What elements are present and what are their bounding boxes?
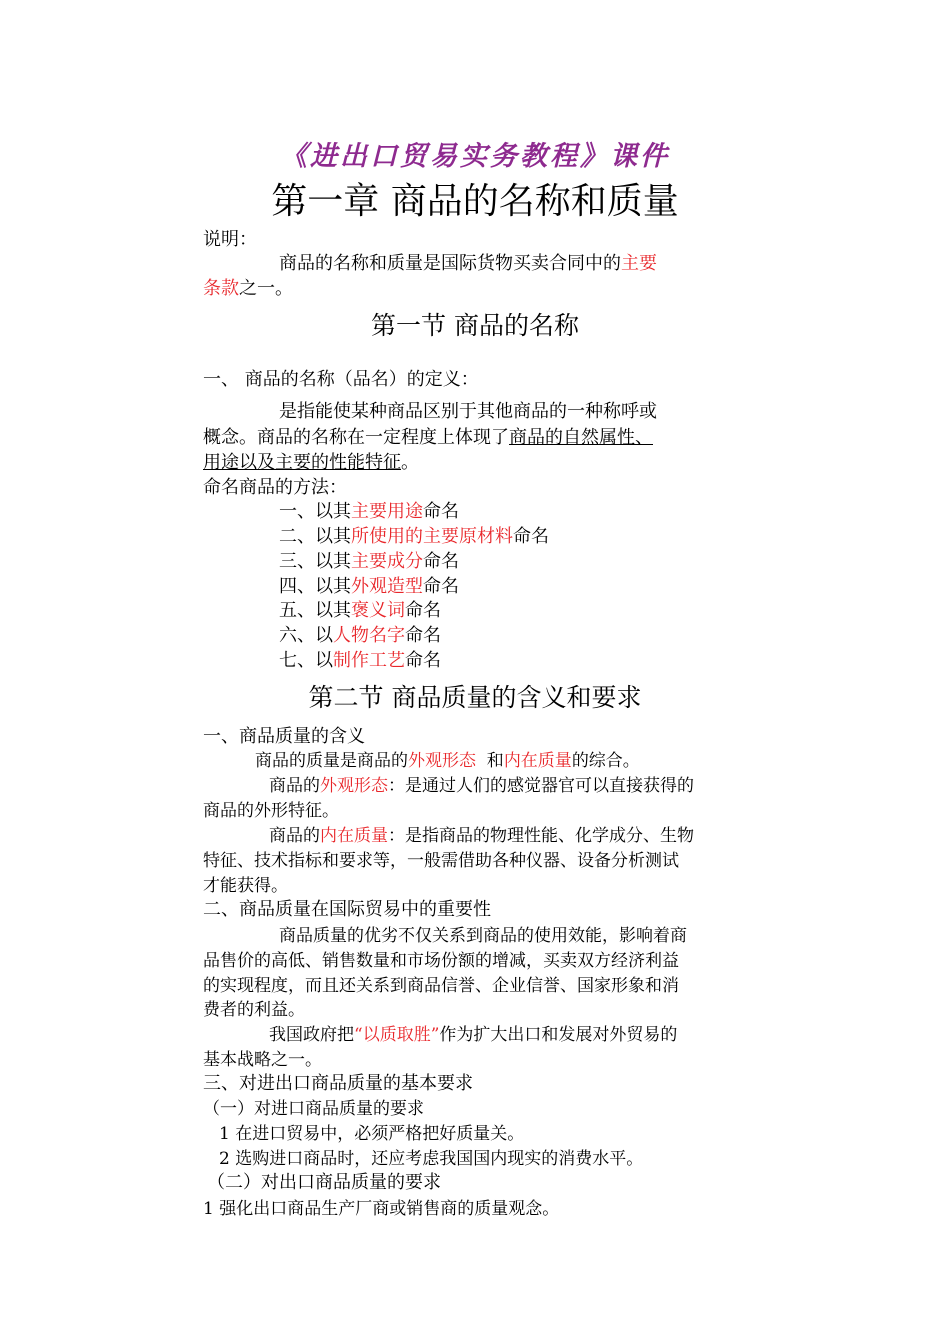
- intro-text: 之一。: [239, 278, 293, 299]
- intro-text: 商品的名称和质量是国际货物买卖合同中的: [279, 253, 621, 274]
- chapter-heading: 第一章 商品的名称和质量: [271, 181, 679, 222]
- import-requirement-item: 1 在进口贸易中，必须严格把好质量关。: [219, 1124, 525, 1144]
- section2-sub3: 三、对进出口商品质量的基本要求: [203, 1073, 473, 1094]
- export-requirements-heading: （二）对出口商品质量的要求: [207, 1172, 441, 1193]
- definition-line-1: 是指能使某种商品区别于其他商品的一种称呼或: [279, 401, 657, 422]
- importance-line-2: 品售价的高低、销售数量和市场份额的增减，买卖双方经济利益: [203, 951, 679, 971]
- intrinsic-line-3: 才能获得。: [203, 876, 288, 896]
- appearance-line-2: 商品的外形特征。: [203, 801, 339, 821]
- method-item: 六、以人物名字命名: [279, 625, 441, 646]
- course-title: 《进出口贸易实务教程》课件: [280, 141, 670, 172]
- definition-underlined: 用途以及主要的性能特征: [203, 452, 401, 473]
- definition-text: 。: [401, 452, 419, 473]
- importance-line-3: 的实现程度，而且还关系到商品信誉、企业信誉、国家形象和消: [203, 976, 679, 996]
- import-requirement-item: 2 选购进口商品时，还应考虑我国国内现实的消费水平。: [219, 1149, 644, 1169]
- intrinsic-line-1: 商品的内在质量：是指商品的物理性能、化学成分、生物: [269, 826, 694, 846]
- method-item: 一、以其主要用途命名: [279, 501, 459, 522]
- intro-line-2: [203, 277, 293, 301]
- section1-sub1: 一、 商品的名称（品名）的定义：: [203, 369, 479, 390]
- section2-sub1: 一、商品质量的含义: [203, 726, 365, 747]
- definition-text: 概念。商品的名称在一定程度上体现了: [203, 427, 509, 448]
- strategy-line-1: 我国政府把“以质取胜”作为扩大出口和发展对外贸易的: [269, 1025, 678, 1045]
- definition-line-3: [203, 451, 419, 475]
- importance-line-1: 商品质量的优劣不仅关系到商品的使用效能，影响着商: [279, 926, 687, 946]
- method-item: 三、以其主要成分命名: [279, 551, 459, 572]
- appearance-line-1: 商品的外观形态：是通过人们的感觉器官可以直接获得的: [269, 776, 694, 796]
- importance-line-4: 费者的利益。: [203, 1000, 305, 1020]
- method-item: 二、以其所使用的主要原材料命名: [279, 526, 549, 547]
- method-item: 五、以其褒义词命名: [279, 600, 441, 621]
- section1-heading: 第一节 商品的名称: [371, 311, 579, 340]
- intro-highlight: 条款: [203, 278, 239, 299]
- method-item: 四、以其外观造型命名: [279, 576, 459, 597]
- method-item: 七、以制作工艺命名: [279, 650, 441, 671]
- quality-definition: 商品的质量是商品的外观形态 和内在质量的综合。: [255, 751, 640, 771]
- section2-sub2: 二、商品质量在国际贸易中的重要性: [203, 899, 491, 920]
- intrinsic-line-2: 特征、技术指标和要求等，一般需借助各种仪器、设备分析测试: [203, 851, 679, 871]
- import-requirements-heading: （一）对进口商品质量的要求: [203, 1099, 424, 1119]
- definition-line-2: [203, 426, 653, 450]
- intro-label: 说明：: [203, 229, 257, 250]
- strategy-line-2: 基本战略之一。: [203, 1050, 322, 1070]
- methods-label: 命名商品的方法：: [203, 477, 347, 498]
- section2-heading: 第二节 商品质量的含义和要求: [308, 683, 642, 712]
- intro-line-1: [279, 252, 657, 276]
- definition-underlined: 商品的自然属性、: [509, 427, 653, 448]
- intro-highlight: 主要: [621, 253, 657, 274]
- export-requirement-item: 1 强化出口商品生产厂商或销售商的质量观念。: [203, 1199, 560, 1219]
